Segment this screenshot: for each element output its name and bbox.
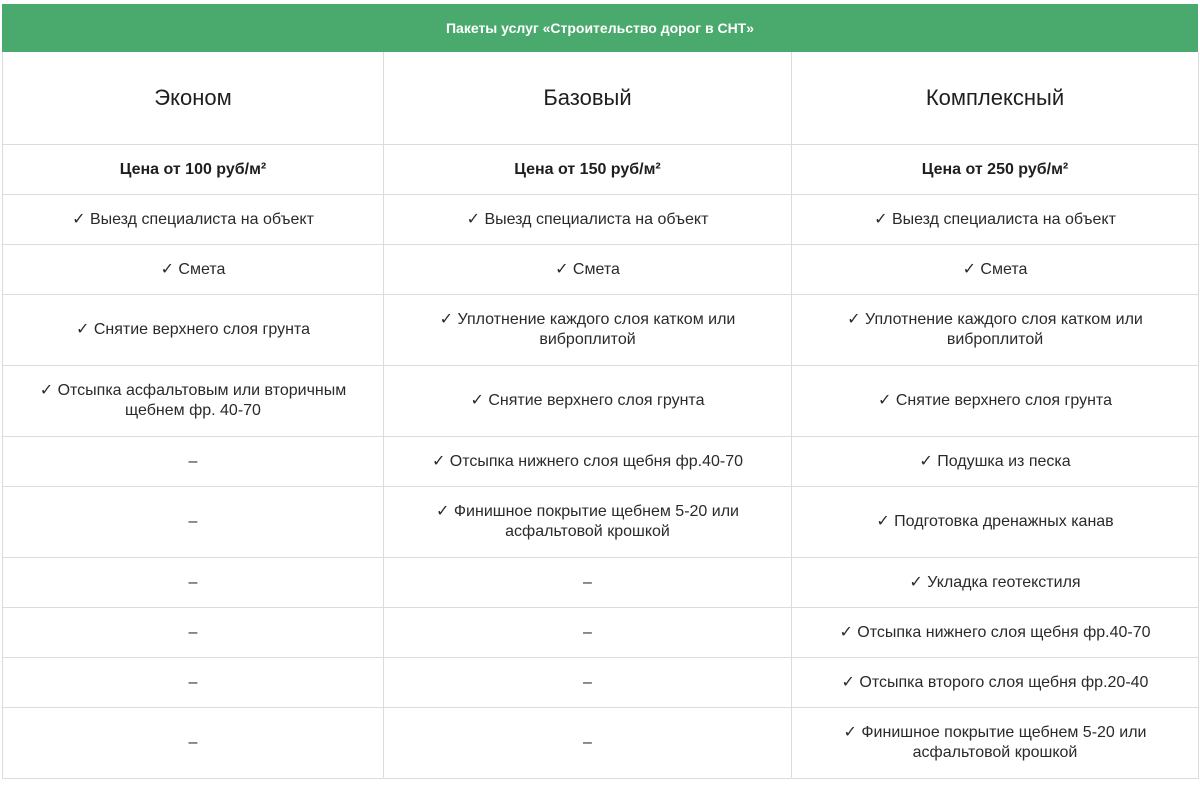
feature-cell-econom: ✓ Выезд специалиста на объект bbox=[3, 195, 384, 245]
table-row bbox=[3, 195, 1199, 245]
table-title: Пакеты услуг «Строительство дорог в СНТ» bbox=[2, 4, 1198, 52]
feature-cell-basic: ✓ Финишное покрытие щебнем 5-20 или асфальтовой крошкой bbox=[384, 487, 792, 558]
column-header-basic: Базовый bbox=[384, 52, 792, 145]
feature-cell-complex: ✓ Смета bbox=[792, 245, 1199, 295]
feature-cell-basic: ✓ Выезд специалиста на объект bbox=[384, 195, 792, 245]
feature-cell-econom: ✓ Смета bbox=[3, 245, 384, 295]
feature-cell-complex: ✓ Выезд специалиста на объект bbox=[792, 195, 1199, 245]
feature-cell-basic: – bbox=[384, 708, 792, 779]
table-row bbox=[3, 487, 1199, 558]
column-header-complex: Комплексный bbox=[792, 52, 1199, 145]
feature-cell-basic: – bbox=[384, 658, 792, 708]
column-header-econom: Эконом bbox=[3, 52, 384, 145]
feature-cell-complex: ✓ Уплотнение каждого слоя катком или виброплитой bbox=[792, 295, 1199, 366]
price-econom: Цена от 100 руб/м² bbox=[3, 145, 384, 195]
table-row bbox=[3, 708, 1199, 779]
price-basic: Цена от 150 руб/м² bbox=[384, 145, 792, 195]
feature-cell-basic: – bbox=[384, 608, 792, 658]
price-complex: Цена от 250 руб/м² bbox=[792, 145, 1199, 195]
feature-cell-econom: ✓ Снятие верхнего слоя грунта bbox=[3, 295, 384, 366]
table-row bbox=[3, 295, 1199, 366]
feature-cell-econom: – bbox=[3, 708, 384, 779]
feature-cell-econom: – bbox=[3, 558, 384, 608]
feature-cell-basic: ✓ Уплотнение каждого слоя катком или виброплитой bbox=[384, 295, 792, 366]
feature-cell-complex: ✓ Отсыпка нижнего слоя щебня фр.40-70 bbox=[792, 608, 1199, 658]
feature-cell-econom: – bbox=[3, 608, 384, 658]
table-row bbox=[3, 245, 1199, 295]
feature-cell-basic: ✓ Снятие верхнего слоя грунта bbox=[384, 366, 792, 437]
feature-cell-econom: – bbox=[3, 437, 384, 487]
feature-cell-econom: ✓ Отсыпка асфальтовым или вторичным щебнем фр. 40-70 bbox=[3, 366, 384, 437]
column-header-row bbox=[3, 52, 1199, 145]
feature-cell-complex: ✓ Отсыпка второго слоя щебня фр.20-40 bbox=[792, 658, 1199, 708]
packages-table bbox=[2, 52, 1199, 779]
feature-cell-econom: – bbox=[3, 658, 384, 708]
table-row bbox=[3, 658, 1199, 708]
table-row bbox=[3, 608, 1199, 658]
packages-table-body bbox=[3, 52, 1199, 779]
feature-cell-complex: ✓ Подготовка дренажных канав bbox=[792, 487, 1199, 558]
table-row bbox=[3, 437, 1199, 487]
feature-cell-econom: – bbox=[3, 487, 384, 558]
feature-cell-complex: ✓ Снятие верхнего слоя грунта bbox=[792, 366, 1199, 437]
feature-cell-complex: ✓ Финишное покрытие щебнем 5-20 или асфальтовой крошкой bbox=[792, 708, 1199, 779]
feature-cell-basic: ✓ Отсыпка нижнего слоя щебня фр.40-70 bbox=[384, 437, 792, 487]
price-row bbox=[3, 145, 1199, 195]
feature-cell-basic: – bbox=[384, 558, 792, 608]
table-row bbox=[3, 366, 1199, 437]
feature-cell-complex: ✓ Подушка из песка bbox=[792, 437, 1199, 487]
feature-cell-basic: ✓ Смета bbox=[384, 245, 792, 295]
table-row bbox=[3, 558, 1199, 608]
feature-cell-complex: ✓ Укладка геотекстиля bbox=[792, 558, 1199, 608]
packages-table-container bbox=[2, 4, 1198, 779]
